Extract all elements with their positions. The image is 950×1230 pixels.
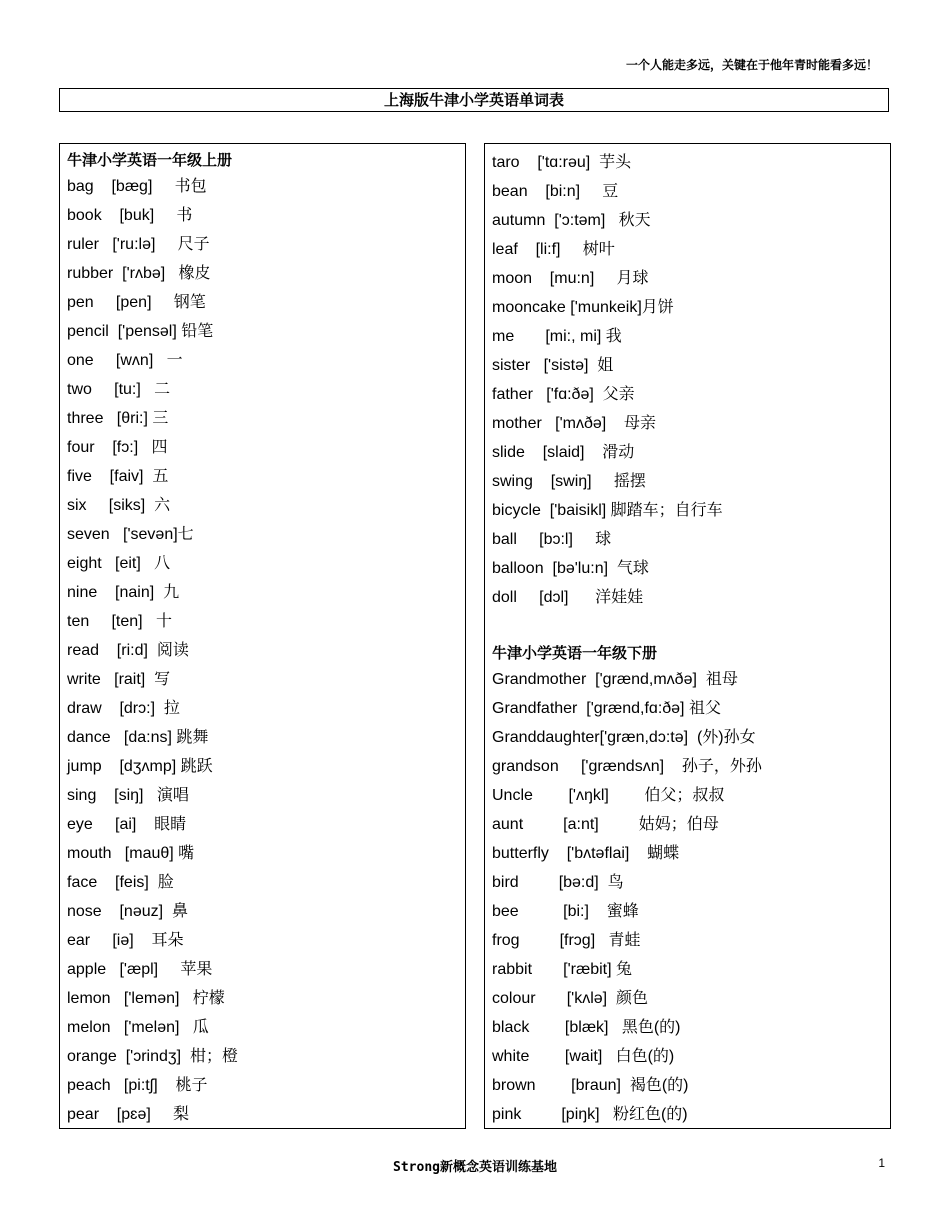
left-column bbox=[59, 143, 466, 1129]
word-entry: moon [mu:n] 月球 bbox=[492, 270, 649, 287]
word-entry: sing [siŋ] 演唱 bbox=[67, 787, 189, 804]
word-entry: mouth [mauθ] 嘴 bbox=[67, 845, 195, 862]
section-heading-grade1-vol1: 牛津小学英语一年级上册 bbox=[67, 151, 233, 169]
left-word-list bbox=[67, 172, 465, 1129]
word-entry: face [feis] 脸 bbox=[67, 874, 174, 891]
word-entry: three [θri:] 三 bbox=[67, 410, 169, 427]
word-entry: draw [drɔ:] 拉 bbox=[67, 700, 180, 717]
word-entry: lemon ['lemən] 柠檬 bbox=[67, 990, 225, 1007]
word-entry: frog [frɔg] 青蛙 bbox=[492, 932, 641, 949]
word-entry: ear [iə] 耳朵 bbox=[67, 932, 184, 949]
word-entry: ten [ten] 十 bbox=[67, 613, 172, 630]
word-entry: sister ['sistə] 姐 bbox=[492, 357, 614, 374]
word-entry: eight [eit] 八 bbox=[67, 555, 171, 572]
word-entry: one [wʌn] 一 bbox=[67, 352, 183, 369]
word-entry: brown [braun] 褐色(的) bbox=[492, 1077, 689, 1094]
word-entry: balloon [bə'lu:n] 气球 bbox=[492, 560, 649, 577]
word-entry: doll [dɔl] 洋娃娃 bbox=[492, 589, 644, 606]
word-entry: mooncake ['munkeik]月饼 bbox=[492, 299, 674, 316]
word-entry: Granddaughter['græn,dɔ:tə] (外)孙女 bbox=[492, 729, 756, 746]
word-entry: me [mi:, mi] 我 bbox=[492, 328, 622, 345]
footer-text: Strong新概念英语训练基地 bbox=[393, 1160, 557, 1175]
word-entry: orange ['ɔrindʒ] 柑；橙 bbox=[67, 1048, 238, 1065]
word-entry: jump [dʒʌmp] 跳跃 bbox=[67, 758, 213, 775]
word-entry: taro ['tɑ:rəu] 芋头 bbox=[492, 154, 632, 171]
right-column bbox=[484, 143, 891, 1129]
word-entry: bicycle ['baisikl] 脚踏车；自行车 bbox=[492, 502, 723, 519]
word-entry: leaf [li:f] 树叶 bbox=[492, 241, 615, 258]
word-entry: Grandfather ['grænd,fɑ:ðə] 祖父 bbox=[492, 700, 721, 717]
word-entry: rubber ['rʌbə] 橡皮 bbox=[67, 265, 211, 282]
word-entry: nine [nain] 九 bbox=[67, 584, 180, 601]
word-entry: grandson ['grændsʌn] 孙子，外孙 bbox=[492, 758, 762, 775]
word-entry: white [wait] 白色(的) bbox=[492, 1048, 675, 1065]
word-entry: four [fɔ:] 四 bbox=[67, 439, 168, 456]
section-heading-grade1-vol2: 牛津小学英语一年级下册 bbox=[492, 644, 658, 662]
word-entry: butterfly ['bʌtəflai] 蝴蝶 bbox=[492, 845, 680, 862]
word-entry: bean [bi:n] 豆 bbox=[492, 183, 619, 200]
word-entry: six [siks] 六 bbox=[67, 497, 171, 514]
word-entry: pink [piŋk] 粉红色(的) bbox=[492, 1106, 688, 1123]
word-entry: two [tu:] 二 bbox=[67, 381, 171, 398]
word-entry: seven ['sevən]七 bbox=[67, 526, 194, 543]
word-entry: melon ['melən] 瓜 bbox=[67, 1019, 209, 1036]
word-entry: father ['fɑ:ðə] 父亲 bbox=[492, 386, 635, 403]
word-entry: Grandmother ['grænd,mʌðə] 祖母 bbox=[492, 671, 738, 688]
word-entry: peach [pi:tʃ] 桃子 bbox=[67, 1077, 208, 1094]
word-entry: dance [da:ns] 跳舞 bbox=[67, 729, 209, 746]
page-number: 1 bbox=[878, 1156, 885, 1170]
word-entry: rabbit ['ræbit] 兔 bbox=[492, 961, 632, 978]
word-entry: book [buk] 书 bbox=[67, 207, 193, 224]
word-entry: read [ri:d] 阅读 bbox=[67, 642, 189, 659]
word-entry: pen [pen] 钢笔 bbox=[67, 294, 206, 311]
word-entry: pear [pɛə] 梨 bbox=[67, 1106, 190, 1123]
word-entry: five [faiv] 五 bbox=[67, 468, 169, 485]
right-word-list-top bbox=[492, 148, 890, 612]
word-entry: autumn ['ɔ:təm] 秋天 bbox=[492, 212, 651, 229]
word-entry: bird [bə:d] 鸟 bbox=[492, 874, 624, 891]
word-entry: slide [slaid] 滑动 bbox=[492, 444, 635, 461]
word-entry: ruler ['ru:lə] 尺子 bbox=[67, 236, 210, 253]
right-word-list-bottom bbox=[492, 665, 890, 1129]
word-entry: nose [nəuz] 鼻 bbox=[67, 903, 188, 920]
word-entry: mother ['mʌðə] 母亲 bbox=[492, 415, 656, 432]
word-entry: bag [bæg] 书包 bbox=[67, 178, 207, 195]
section-spacer bbox=[492, 612, 890, 641]
word-entry: Uncle ['ʌŋkl] 伯父；叔叔 bbox=[492, 787, 725, 804]
word-entry: apple ['æpl] 苹果 bbox=[67, 961, 213, 978]
word-entry: swing [swiŋ] 摇摆 bbox=[492, 473, 646, 490]
word-entry: eye [ai] 眼睛 bbox=[67, 816, 187, 833]
word-entry: black [blæk] 黑色(的) bbox=[492, 1019, 681, 1036]
word-entry: aunt [a:nt] 姑妈；伯母 bbox=[492, 816, 719, 833]
word-entry: write [rait] 写 bbox=[67, 671, 171, 688]
word-entry: bee [bi:] 蜜蜂 bbox=[492, 903, 639, 920]
header-motto: 一个人能走多远，关键在于他年青时能看多远！ bbox=[625, 58, 878, 72]
word-entry: pencil ['pensəl] 铅笔 bbox=[67, 323, 214, 340]
page-title: 上海版牛津小学英语单词表 bbox=[59, 88, 889, 112]
word-entry: colour ['kʌlə] 颜色 bbox=[492, 990, 648, 1007]
word-entry: ball [bɔ:l] 球 bbox=[492, 531, 612, 548]
